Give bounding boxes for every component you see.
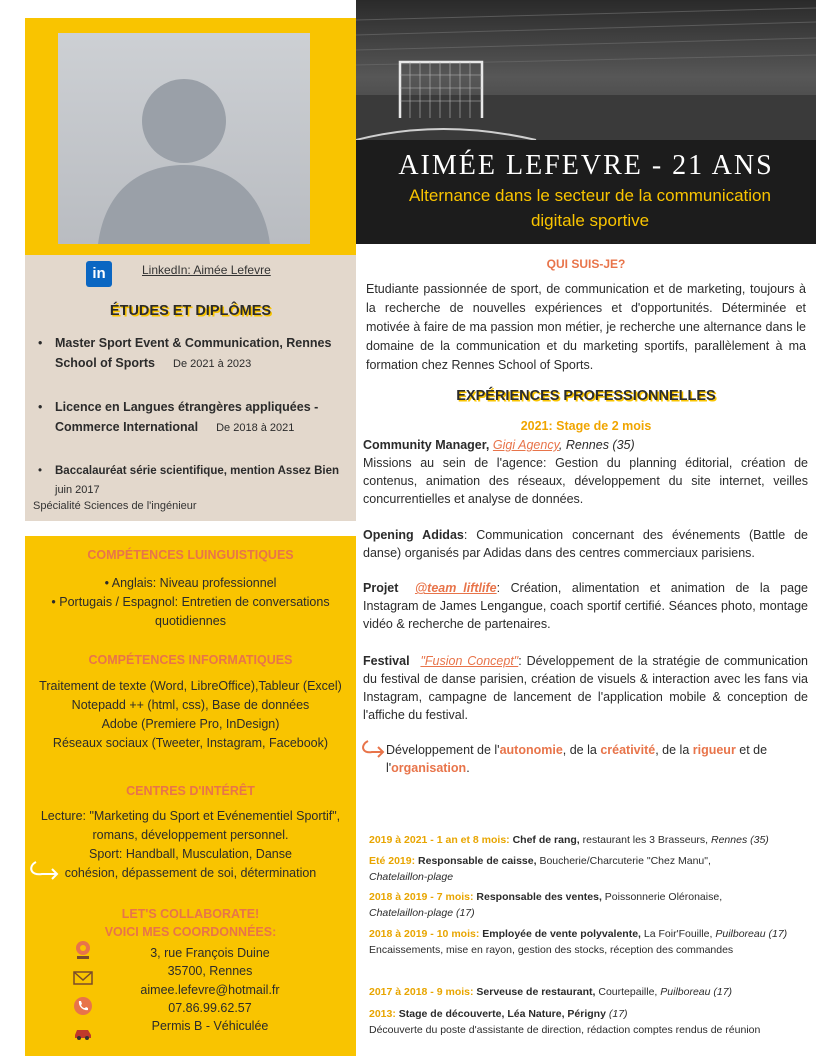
person-silhouette-icon [58, 33, 310, 244]
festival-entry: Festival "Fusion Concept": Développement de la stratégie de communication du festival de danse parisien, création de visuels & interaction avec les fans via Instagram, campagne de lancement de l'application mobile & conception de l'affiche du festival. [363, 654, 808, 722]
driving-license: Permis B - Véhiculée [151, 1019, 269, 1033]
project-entry: Projet @team_liftlife: Création, alimentation et animation de la page Instagram de James Lengangue, coach sportif certifié. Séances photo, montage vidéo & recherche de partenaires. [363, 581, 808, 631]
envelope-icon [73, 968, 93, 988]
agency-link[interactable]: Gigi Agency [492, 438, 559, 452]
phone-number[interactable]: 07.86.99.62.57 [168, 1001, 252, 1015]
email-address[interactable]: aimee.lefevre@hotmail.fr [140, 983, 280, 997]
adidas-entry: Opening Adidas: Communication concernant des événements (Battle de danse) organisés par Adidas dans des centres commerciaux parisiens. [363, 528, 809, 560]
festival-link[interactable]: "Fusion Concept" [420, 654, 519, 668]
curved-arrow-icon [28, 858, 62, 880]
linkedin-icon[interactable]: in [86, 261, 112, 287]
contact-title: LET'S COLLABORATE! VOICI MES COORDONNÉES: [104, 907, 277, 939]
it-skills-title: COMPÉTENCES INFORMATIQUES [88, 653, 293, 667]
job-entry: Eté 2019: Responsable de caisse, Boucherie/Charcuterie "Chez Manu", Chatelaillon-plage [369, 855, 711, 883]
education-note: Spécialité Sciences de l'ingénieur [33, 500, 197, 512]
about-title: QUI SUIS-JE? [546, 257, 626, 271]
stadium-graphic [356, 0, 816, 140]
languages-title: COMPÉTENCES LUINGUISTIQUES [87, 548, 294, 562]
qualities-text: Développement de l'autonomie, de la créativité, de la rigueur et de l'organisation. [386, 743, 768, 775]
job-entry: 2018 à 2019 - 10 mois: Employée de vente polyvalente, La Foir'Fouille, Puilboreau (17) Encaissements, mise en rayon, gestion des stocks, réception des commandes [369, 928, 788, 956]
community-manager-entry: Community Manager, Gigi Agency, Rennes (35) Missions au sein de l'agence: Gestion du planning éditorial, création de contenus, animation des réseaux, développement du site internet, veilles concurrentielles et analyse de données. [363, 438, 808, 506]
location-pin-icon [73, 940, 93, 960]
stadium-background [356, 0, 816, 140]
languages-list: • Anglais: Niveau professionnel • Portugais / Espagnol: Entretien de conversations quotidiennes [51, 576, 330, 628]
it-skills-list: Traitement de texte (Word, LibreOffice),Tableur (Excel) Notepadd ++ (html, css), Base de données Adobe (Premiere Pro, InDesign) Réseaux sociaux (Tweeter, Instagram, Facebook) [39, 679, 342, 750]
candidate-name: AIMÉE LEFEVRE - 21 ANS [398, 150, 774, 181]
job-entry: 2018 à 2019 - 7 mois: Responsable des ventes, Poissonnerie Oléronaise, Chatelaillon-plage (17) [369, 891, 723, 919]
interests-title: CENTRES D'INTÉRÊT [126, 784, 255, 798]
job-entry: 2013: Stage de découverte, Léa Nature, Périgny (17) Découverte du poste d'assistante de direction, rédaction comptes rendus de réunion [369, 1008, 761, 1036]
subtitle-line-2: digitale sportive [530, 211, 650, 230]
car-icon [73, 1023, 93, 1043]
internship-title: 2021: Stage de 2 mois [520, 419, 652, 433]
missions-text: Missions au sein de l'agence: Gestion du planning éditorial, création de contenus, animation des réseaux, développement du site internet, veilles concurrentielles et analyse de données. [363, 456, 808, 506]
subtitle-line-1: Alternance dans le secteur de la communication [409, 186, 771, 205]
education-title: ÉTUDES ET DIPLÔMES [109, 303, 272, 319]
linkedin-link[interactable]: LinkedIn: Aimée Lefevre [142, 263, 271, 277]
job-entry: 2017 à 2018 - 9 mois: Serveuse de restaurant, Courtepaille, Puilboreau (17) [369, 986, 733, 998]
interests-list: Lecture: "Marketing du Sport et Evénementiel Sportif", romans, développement personnel. Sport: Handball, Musculation, Danse cohésion, dépassement de soi, détermination [40, 809, 341, 880]
about-text: Etudiante passionnée de sport, de communication et de marketing, toujours à la recherche de nouvelles expériences et d'opportunités. Déterminée et motivée à faire de ma passion mon métier, je recherche une alternance dans le domaine de la communication et du marketing sportifs, parallèlement à ma formation chez Rennes School of Sports. [366, 282, 806, 372]
curved-arrow-icon [360, 738, 386, 758]
education-item: • Licence en Langues étrangères appliquées - Commerce International De 2018 à 2021 [38, 400, 319, 434]
address-line-1: 3, rue François Duine [150, 946, 270, 960]
experience-title: EXPÉRIENCES PROFESSIONNELLES [456, 388, 716, 404]
education-item: • Master Sport Event & Communication, Rennes School of Sports De 2021 à 2023 [38, 336, 332, 370]
phone-icon [73, 996, 93, 1016]
profile-photo [58, 33, 310, 244]
job-entry: 2019 à 2021 - 1 an et 8 mois: Chef de rang, restaurant les 3 Brasseurs, Rennes (35) [369, 834, 769, 846]
education-item: • Baccalauréat série scientifique, mention Assez Bien juin 2017 [38, 465, 339, 496]
address-line-2: 35700, Rennes [167, 964, 253, 978]
candidate-subtitle [380, 183, 800, 233]
project-link[interactable]: @team_liftlife [414, 581, 497, 595]
